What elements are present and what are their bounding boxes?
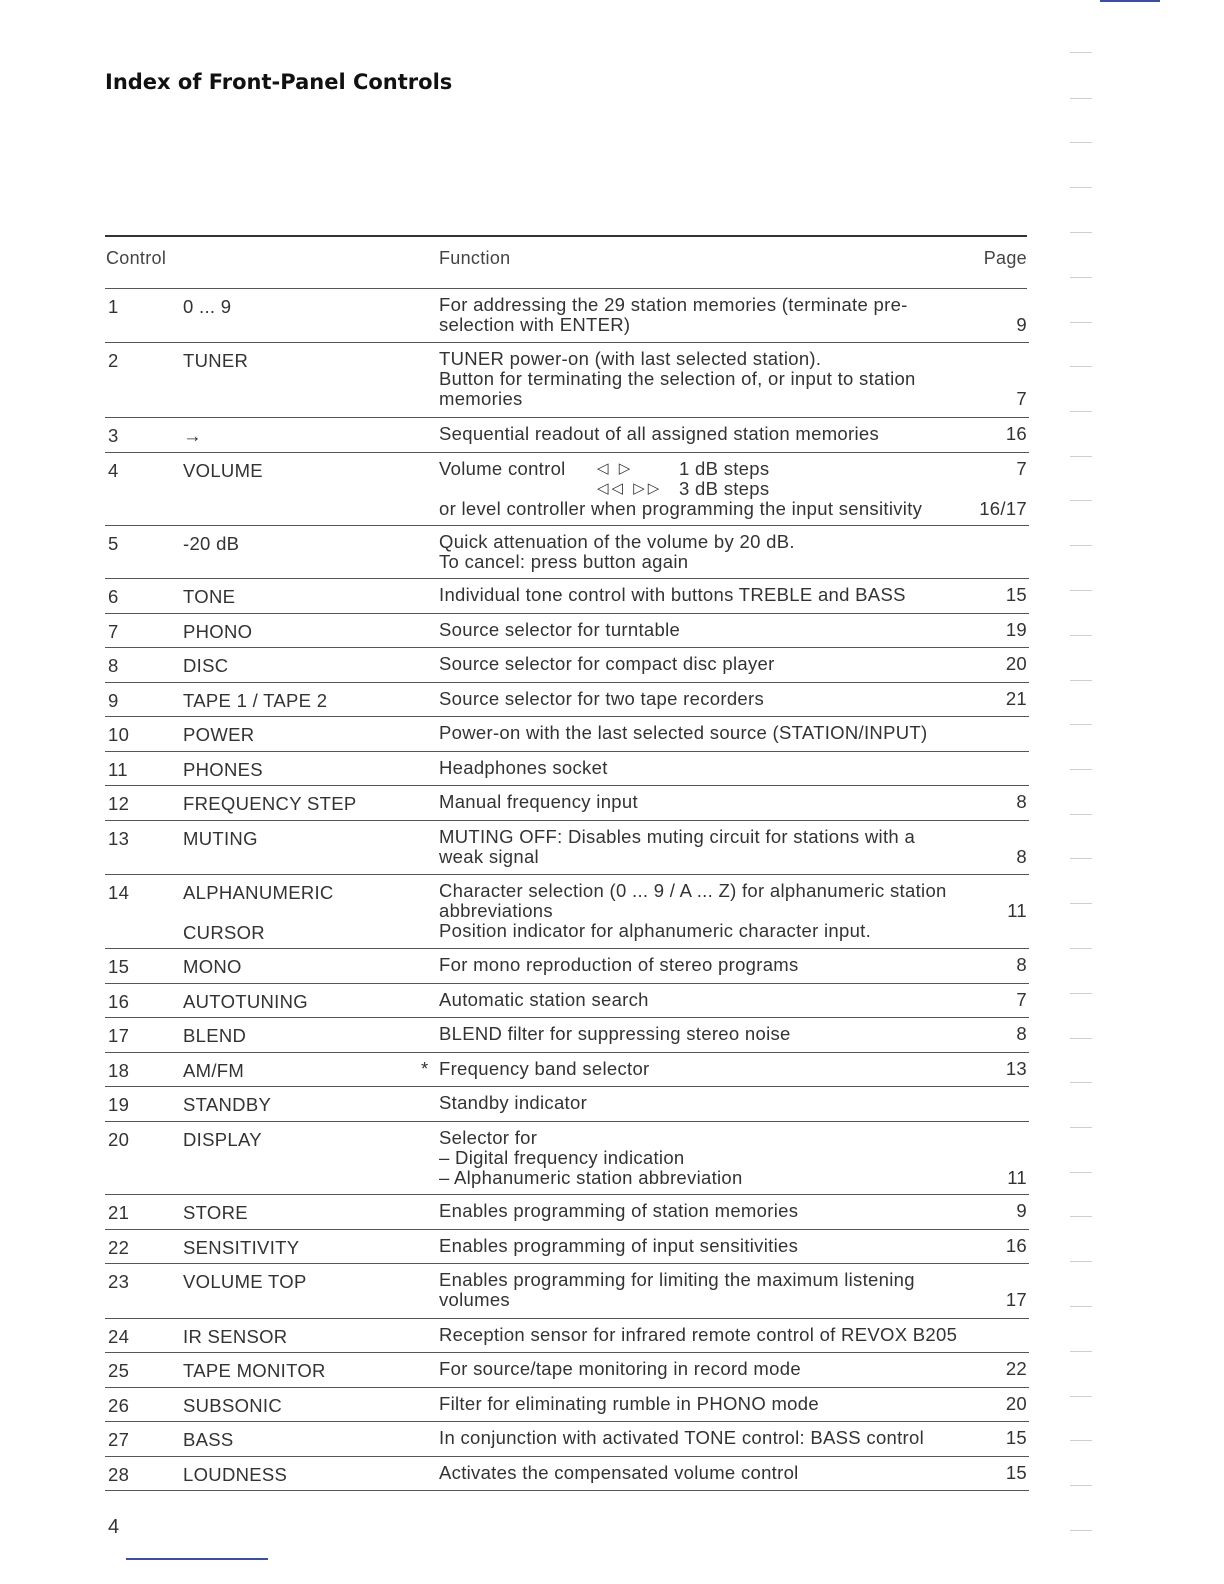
table-row: [105, 614, 1029, 648]
control-name: MONO: [183, 956, 242, 977]
function-text: For mono reproduction of stereo programs: [439, 954, 799, 975]
function-text: Source selector for turntable: [439, 619, 681, 640]
row-number: 22: [108, 1237, 130, 1258]
row-number: 18: [108, 1060, 130, 1081]
row-number: 14: [108, 882, 130, 903]
control-name: TAPE MONITOR: [183, 1360, 326, 1381]
function-text: Activates the compensated volume control: [439, 1462, 799, 1483]
row-number: 17: [108, 1025, 130, 1046]
function-text: Quick attenuation of the volume by 20 dB. To cancel: press button again: [439, 531, 795, 572]
row-number: 15: [108, 956, 130, 977]
row-number: 16: [108, 991, 130, 1012]
page-ref: 7: [1016, 989, 1027, 1010]
table-row: [105, 579, 1029, 614]
table-row: [105, 683, 1029, 717]
table-row: [105, 343, 1029, 418]
function-text: BLEND filter for suppressing stereo noise: [439, 1023, 791, 1044]
control-name: ALPHANUMERIC: [183, 882, 334, 903]
control-name: DISC: [183, 655, 229, 676]
function-text: Frequency band selector: [439, 1058, 650, 1079]
control-name: MUTING: [183, 828, 258, 849]
page-ref: 20: [1005, 1393, 1027, 1414]
control-name: TUNER: [183, 350, 249, 371]
table-row: [105, 1319, 1029, 1353]
row-number: 10: [108, 724, 130, 745]
page-ref-2: 16/17: [979, 498, 1027, 519]
control-name: IR SENSOR: [183, 1326, 288, 1347]
function-text: Source selector for compact disc player: [439, 653, 775, 674]
header-page: Page: [983, 248, 1027, 268]
row-number: 19: [108, 1094, 130, 1115]
table-row: [105, 1422, 1029, 1457]
control-name: TAPE 1 / TAPE 2: [183, 690, 328, 711]
page-ref: 21: [1005, 688, 1027, 709]
function-text: For source/tape monitoring in record mode: [439, 1358, 801, 1379]
function-text: Headphones socket: [439, 757, 608, 778]
table-row: [105, 786, 1029, 821]
page-number: 4: [108, 1516, 120, 1538]
control-name: BASS: [183, 1429, 234, 1450]
page-ref: 20: [1005, 653, 1027, 674]
row-number: 8: [108, 655, 119, 676]
page-ref: 11: [1007, 1167, 1027, 1188]
row-number: 27: [108, 1429, 130, 1450]
row-number: 24: [108, 1326, 130, 1347]
function-text: Character selection (0 ... 9 / A ... Z) for alphanumeric station abbreviations Position indicator for alphanumeric character input.: [439, 880, 947, 941]
table-row: [105, 1353, 1029, 1388]
table-row: [105, 1053, 1029, 1087]
table-row: [105, 1264, 1029, 1319]
page-ref: 22: [1005, 1358, 1027, 1379]
function-text: MUTING OFF: Disables muting circuit for stations with a weak signal: [439, 826, 916, 867]
page-ref: 19: [1005, 619, 1027, 640]
row-number: 26: [108, 1395, 130, 1416]
function-text: In conjunction with activated TONE control: BASS control: [439, 1427, 925, 1448]
page-ref: 15: [1005, 1462, 1027, 1483]
function-text: Enables programming of station memories: [439, 1200, 799, 1221]
table-row: [105, 289, 1029, 343]
table-row: [105, 648, 1029, 683]
control-name: DISPLAY: [183, 1129, 262, 1150]
function-text: Automatic station search: [439, 989, 649, 1010]
page-ref: 15: [1005, 584, 1027, 605]
table-row: [105, 1087, 1029, 1122]
page-ref: 8: [1016, 954, 1027, 975]
top-edge-mark: [1100, 0, 1160, 2]
page-ref: 8: [1016, 1023, 1027, 1044]
table-row: [105, 752, 1029, 786]
row-number: 2: [108, 350, 119, 371]
control-name: BLEND: [183, 1025, 247, 1046]
table-row: [105, 453, 1029, 526]
page-ref: 16: [1005, 423, 1027, 444]
controls-table: [105, 289, 1029, 1491]
asterisk-marker: *: [421, 1058, 429, 1079]
function-text: Selector for – Digital frequency indication – Alphanumeric station abbreviation: [439, 1127, 743, 1188]
function-text: TUNER power-on (with last selected station). Button for terminating the selection of, or input to station memories: [439, 348, 916, 409]
bottom-edge-mark: [126, 1558, 268, 1560]
control-name: AUTOTUNING: [183, 991, 308, 1012]
control-name: STORE: [183, 1202, 248, 1223]
row-number: 5: [108, 533, 119, 554]
row-number: 6: [108, 586, 119, 607]
function-text: Volume control ◁ ▷ 1 dB steps ◁◁ ▷▷ 3 dB steps or level controller when programming the input sensitivity: [439, 458, 923, 519]
table-row: [105, 949, 1029, 984]
page-title: Index of Front-Panel Controls: [105, 70, 453, 94]
row-number: 1: [108, 296, 119, 317]
function-text: Filter for eliminating rumble in PHONO mode: [439, 1393, 819, 1414]
header-function: Function: [439, 248, 511, 268]
control-name: AM/FM: [183, 1060, 245, 1081]
control-name: TONE: [183, 586, 236, 607]
row-number: 28: [108, 1464, 130, 1485]
table-row: [105, 1195, 1029, 1230]
function-text: Enables programming for limiting the maximum listening volumes: [439, 1269, 915, 1310]
page-ref: 13: [1005, 1058, 1027, 1079]
row-number: 25: [108, 1360, 130, 1381]
table-row: [105, 717, 1029, 752]
row-number: 9: [108, 690, 119, 711]
page-ref: 8: [1016, 791, 1027, 812]
control-name: LOUDNESS: [183, 1464, 288, 1485]
control-name: SENSITIVITY: [183, 1237, 300, 1258]
row-number: 20: [108, 1129, 130, 1150]
function-text: Enables programming of input sensitivities: [439, 1235, 799, 1256]
control-name: PHONO: [183, 621, 253, 642]
row-number: 7: [108, 621, 119, 642]
row-number: 12: [108, 793, 130, 814]
table-row: [105, 1388, 1029, 1422]
function-text: Reception sensor for infrared remote control of REVOX B205: [439, 1324, 958, 1345]
page-ref: 16: [1005, 1235, 1027, 1256]
function-text: Individual tone control with buttons TREBLE and BASS: [439, 584, 906, 605]
function-text: Manual frequency input: [439, 791, 638, 812]
header-control: Control: [106, 248, 167, 268]
arrow-icon: →: [183, 425, 202, 446]
function-text: Power-on with the last selected source (STATION/INPUT): [439, 722, 928, 743]
control-name: 0 ... 9: [183, 296, 232, 317]
function-text: For addressing the 29 station memories (terminate pre- selection with ENTER): [439, 294, 908, 335]
control-name: POWER: [183, 724, 255, 745]
row-number: 11: [108, 759, 128, 780]
page-ref: 17: [1005, 1289, 1027, 1310]
table-row: [105, 1122, 1029, 1195]
table-row: [105, 821, 1029, 875]
table-row: [105, 1230, 1029, 1264]
page-ref: 9: [1016, 314, 1027, 335]
row-number: 3: [108, 425, 119, 446]
row-number: 13: [108, 828, 130, 849]
step-arrows-icon: ◁ ▷: [597, 460, 634, 477]
control-name: STANDBY: [183, 1094, 272, 1115]
control-name-2: CURSOR: [183, 922, 265, 943]
page-ref: 11: [1007, 900, 1027, 921]
page-ref: 7: [1016, 388, 1027, 409]
table-row: [105, 1018, 1029, 1053]
table-row: [105, 526, 1029, 579]
control-name: FREQUENCY STEP: [183, 793, 357, 814]
control-name: VOLUME: [183, 460, 263, 481]
function-text: Sequential readout of all assigned station memories: [439, 423, 880, 444]
page-ref: 7: [1016, 458, 1027, 479]
function-text: Source selector for two tape recorders: [439, 688, 765, 709]
double-step-arrows-icon: ◁◁ ▷▷: [597, 480, 663, 497]
table-row: [105, 875, 1029, 949]
table-row: [105, 984, 1029, 1018]
control-name: -20 dB: [183, 533, 240, 554]
table-top-rule: [105, 235, 1027, 237]
page-ref: 15: [1005, 1427, 1027, 1448]
control-name: PHONES: [183, 759, 263, 780]
page-ref: 8: [1016, 846, 1027, 867]
row-number: 4: [108, 460, 119, 481]
row-number: 21: [108, 1202, 130, 1223]
control-name: SUBSONIC: [183, 1395, 283, 1416]
page-ref: 9: [1016, 1200, 1027, 1221]
function-text: Standby indicator: [439, 1092, 588, 1113]
table-row: [105, 418, 1029, 453]
row-number: 23: [108, 1271, 130, 1292]
control-name: VOLUME TOP: [183, 1271, 307, 1292]
table-row: [105, 1457, 1029, 1491]
